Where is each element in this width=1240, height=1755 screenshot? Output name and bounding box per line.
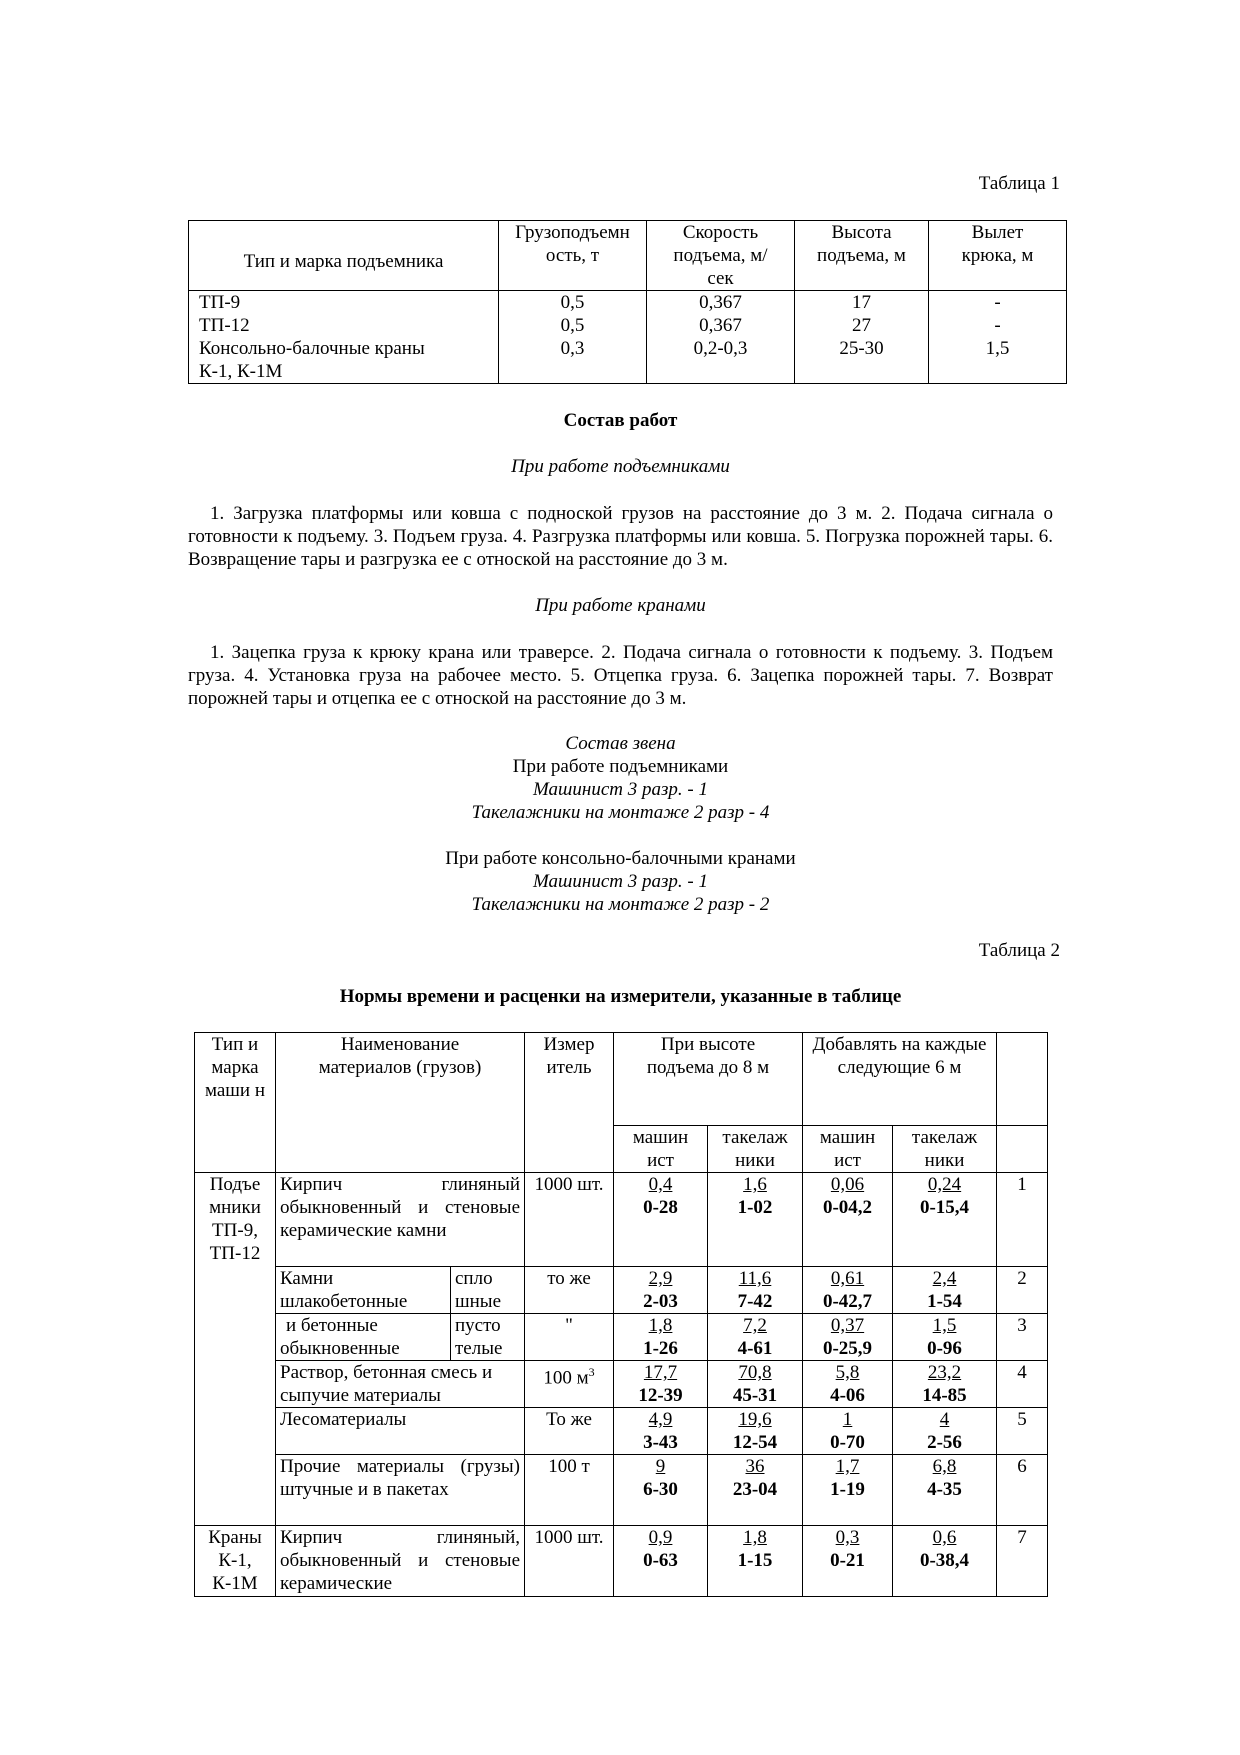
table2-header-row1 bbox=[195, 1033, 1048, 1126]
table2-r2-add-mach: 0,61 bbox=[830, 1268, 865, 1289]
table1-height-cranes: 25-30 bbox=[839, 338, 884, 359]
table1-header-speed: Скорость подъема, м/сек bbox=[647, 221, 795, 291]
table2-r6-add-rig: 6,8 bbox=[932, 1456, 957, 1477]
table2-r2-price-rig: 7-42 bbox=[737, 1291, 773, 1312]
table1 bbox=[188, 220, 1067, 384]
table2-r7-addprice-rig: 0-38,4 bbox=[919, 1550, 970, 1571]
table-row bbox=[195, 1408, 1048, 1455]
table2-r5-name: Лесоматериалы bbox=[276, 1408, 525, 1455]
table2-r7-add-rig: 0,6 bbox=[932, 1527, 957, 1548]
table2-r6-addprice-mach: 1-19 bbox=[830, 1479, 865, 1500]
table2-r1-number: 1 bbox=[997, 1173, 1048, 1267]
crew-lifts-heading: При работе подъемниками bbox=[512, 756, 729, 777]
table2-r4-add-rig: 23,2 bbox=[927, 1362, 962, 1383]
table2-r1-add-rig: 0,24 bbox=[927, 1174, 962, 1195]
table2-r5-add-rig: 4 bbox=[939, 1409, 950, 1430]
work-title: Состав работ bbox=[563, 410, 678, 431]
work-lifts-heading: При работе подъемниками bbox=[511, 456, 730, 477]
table1-type-cranes: Консольно-балочные краны К-1, К-1М bbox=[199, 338, 425, 382]
table2-r5-add-mach: 1 bbox=[842, 1409, 853, 1430]
table2-r1-price-rig: 1-02 bbox=[737, 1197, 773, 1218]
table2-r1-addprice-mach: 0-04,2 bbox=[822, 1197, 873, 1218]
crew-title: Состав звена bbox=[565, 733, 676, 754]
table2-r3-name: и бетонные обыкновенные bbox=[276, 1314, 451, 1361]
table1-capacities bbox=[499, 291, 647, 384]
table1-heights bbox=[795, 291, 929, 384]
table2-header-mach-6: машин ист bbox=[803, 1126, 893, 1173]
table2-r7-norm-mach: 0,9 bbox=[648, 1527, 673, 1548]
table2-r4-name: Раствор, бетонная смесь и сыпучие материалы bbox=[276, 1361, 525, 1408]
table1-header-row bbox=[189, 221, 1067, 291]
table1-type-tp12: ТП-12 bbox=[199, 315, 250, 336]
table2-r5-addprice-mach: 0-70 bbox=[830, 1432, 865, 1453]
table2-r7-name: Кирпич глиняный, обыкновенный и стеновые керамические bbox=[276, 1526, 525, 1597]
table2-r4-unit: 100 м bbox=[543, 1367, 589, 1389]
table2-r3-norm-mach: 1,8 bbox=[648, 1315, 673, 1336]
table2-r4-price-mach: 12-39 bbox=[638, 1385, 683, 1406]
table1-header-type: Тип и марка подъемника bbox=[189, 221, 499, 291]
table1-header-height: Высота подъема, м bbox=[795, 221, 929, 291]
table1-caption: Таблица 1 bbox=[978, 173, 1060, 194]
crew-lifts-operator: Машинист 3 разр. - 1 bbox=[533, 779, 708, 800]
crew-cranes-heading: При работе консольно-балочными кранами bbox=[445, 848, 796, 869]
table2-r4-norm-mach: 17,7 bbox=[643, 1362, 678, 1383]
table2-r1-addprice-rig: 0-15,4 bbox=[919, 1197, 970, 1218]
table2-r3-norm-rig: 7,2 bbox=[743, 1315, 767, 1336]
table2-header-empty bbox=[997, 1033, 1048, 1126]
table1-reach-tp9: - bbox=[994, 292, 1001, 313]
table-row bbox=[195, 1314, 1048, 1361]
table-row bbox=[195, 1455, 1048, 1526]
table2-r4-number: 4 bbox=[997, 1361, 1048, 1408]
table2-r2-kind: спло шные bbox=[451, 1267, 525, 1314]
table2-r4-norm-rig: 70,8 bbox=[738, 1362, 772, 1383]
table2-r1-name: Кирпич глиняный обыкновенный и стеновые керамические камни bbox=[276, 1173, 525, 1267]
table1-capacity-tp9: 0,5 bbox=[560, 292, 585, 313]
table2-r3-number: 3 bbox=[997, 1314, 1048, 1361]
table2-header-name: Наименование материалов (грузов) bbox=[276, 1033, 525, 1173]
table1-reaches bbox=[929, 291, 1067, 384]
table-row bbox=[195, 1267, 1048, 1314]
table2-header-type: Тип и марка маши н bbox=[195, 1033, 276, 1173]
table2-r4-price-rig: 45-31 bbox=[732, 1385, 778, 1406]
table2-r5-addprice-rig: 2-56 bbox=[927, 1432, 962, 1453]
table2-r7-number: 7 bbox=[997, 1526, 1048, 1597]
table2-r2-unit: то же bbox=[525, 1267, 614, 1314]
table2-r2-number: 2 bbox=[997, 1267, 1048, 1314]
table2-r7-price-rig: 1-15 bbox=[737, 1550, 773, 1571]
table2-r6-price-mach: 6-30 bbox=[643, 1479, 678, 1500]
table2-r7-unit: 1000 шт. bbox=[525, 1526, 614, 1597]
table-row bbox=[195, 1173, 1048, 1267]
table2-r4-addprice-rig: 14-85 bbox=[922, 1385, 967, 1406]
table2-r3-addprice-rig: 0-96 bbox=[927, 1338, 962, 1359]
table2-r3-unit: " bbox=[525, 1314, 614, 1361]
table2-r6-name: Прочие материалы (грузы) штучные и в пакетах bbox=[276, 1455, 525, 1526]
table1-height-tp9: 17 bbox=[852, 292, 871, 313]
table2-r2-addprice-rig: 1-54 bbox=[927, 1291, 962, 1312]
table2-r6-norm-mach: 9 bbox=[655, 1456, 666, 1477]
table1-speed-tp9: 0,367 bbox=[699, 292, 742, 313]
table2-r7-add-mach: 0,3 bbox=[835, 1527, 860, 1548]
crew-lifts-riggers: Такелажники на монтаже 2 разр - 4 bbox=[471, 802, 770, 823]
work-cranes-text: 1. Зацепка груза к крюку крана или траверсе. 2. Подача сигнала о готовности к подъему. 3. Подъем груза. 4. Установка груза на рабочее место. 5. Отцепка груза. 6. Зацепка порожней тары. 7. Возврат порожней тары и отцепка ее с отноской на расстояние до 3 м. bbox=[188, 642, 1053, 709]
table2-r3-price-mach: 1-26 bbox=[643, 1338, 678, 1359]
table2-r6-add-mach: 1,7 bbox=[835, 1456, 860, 1477]
table2-r1-add-mach: 0,06 bbox=[830, 1174, 865, 1195]
table2-r1-price-mach: 0-28 bbox=[643, 1197, 678, 1218]
table2-r3-add-rig: 1,5 bbox=[932, 1315, 957, 1336]
table2-r5-norm-mach: 4,9 bbox=[648, 1409, 673, 1430]
table2-r4-unit-cell bbox=[525, 1361, 614, 1408]
table2-header-rig-6: такелаж ники bbox=[893, 1126, 997, 1173]
table2-r1-norm-mach: 0,4 bbox=[648, 1174, 673, 1195]
table2-r6-price-rig: 23-04 bbox=[732, 1479, 778, 1500]
table2-r3-add-mach: 0,37 bbox=[830, 1315, 865, 1336]
work-lifts-text: 1. Загрузка платформы или ковша с подноской грузов на расстояние до 3 м. 2. Подача сигнала о готовности к подъему. 3. Подъем груза. 4. Разгрузка платформы или ковша. 5. Погрузка порожней тары. 6. Возвращение тары и разгрузка ее с отноской на расстояние до 3 м. bbox=[188, 503, 1053, 570]
table1-reach-tp12: - bbox=[994, 315, 1001, 336]
table1-body bbox=[189, 291, 1067, 384]
table2-title: Нормы времени и расценки на измерители, указанные в таблице bbox=[339, 986, 902, 1007]
table2-r7-price-mach: 0-63 bbox=[643, 1550, 678, 1571]
table1-speed-cranes: 0,2-0,3 bbox=[693, 338, 748, 359]
table2-r5-number: 5 bbox=[997, 1408, 1048, 1455]
table2-r2-norm-mach: 2,9 bbox=[648, 1268, 673, 1289]
table2-r1-unit: 1000 шт. bbox=[525, 1173, 614, 1267]
table2-header-add: Добавлять на каждые следующие 6 м bbox=[803, 1033, 997, 1126]
table2-header-unit: Измер итель bbox=[525, 1033, 614, 1173]
crew-cranes-riggers: Такелажники на монтаже 2 разр - 2 bbox=[471, 894, 770, 915]
table2-r4-unit-sup: 3 bbox=[588, 1365, 595, 1379]
table2-r5-price-rig: 12-54 bbox=[732, 1432, 778, 1453]
table-row bbox=[195, 1361, 1048, 1408]
table1-header-capacity: Грузоподъемн ость, т bbox=[499, 221, 647, 291]
table2-header-up8: При высоте подъема до 8 м bbox=[614, 1033, 803, 1126]
table1-capacity-cranes: 0,3 bbox=[560, 338, 585, 359]
work-cranes-heading: При работе кранами bbox=[535, 595, 706, 616]
table2-r5-unit: То же bbox=[525, 1408, 614, 1455]
table2-r3-addprice-mach: 0-25,9 bbox=[822, 1338, 873, 1359]
table2-caption: Таблица 2 bbox=[978, 940, 1060, 961]
table2-r6-number: 6 bbox=[997, 1455, 1048, 1526]
table2-r7-norm-rig: 1,8 bbox=[743, 1527, 767, 1548]
table2-r5-price-mach: 3-43 bbox=[643, 1432, 678, 1453]
table2-r6-norm-rig: 36 bbox=[745, 1456, 765, 1477]
table1-types bbox=[189, 291, 499, 384]
crew-cranes-operator: Машинист 3 разр. - 1 bbox=[533, 871, 708, 892]
table2 bbox=[194, 1032, 1048, 1597]
table2-r5-norm-rig: 19,6 bbox=[738, 1409, 772, 1430]
table1-height-tp12: 27 bbox=[852, 315, 871, 336]
table1-reach-cranes: 1,5 bbox=[985, 338, 1010, 359]
table2-r1-norm-rig: 1,6 bbox=[743, 1174, 767, 1195]
table2-r2-price-mach: 2-03 bbox=[643, 1291, 678, 1312]
table2-header-rig-8: такелаж ники bbox=[708, 1126, 803, 1173]
table2-r7-addprice-mach: 0-21 bbox=[830, 1550, 865, 1571]
table1-header-reach: Вылет крюка, м bbox=[929, 221, 1067, 291]
table2-group-lifts: Подъе мники ТП-9, ТП-12 bbox=[195, 1173, 276, 1526]
table2-r4-addprice-mach: 4-06 bbox=[830, 1385, 865, 1406]
table2-r2-addprice-mach: 0-42,7 bbox=[822, 1291, 873, 1312]
table2-r2-norm-rig: 11,6 bbox=[738, 1268, 772, 1289]
table2-r3-kind: пусто телые bbox=[451, 1314, 525, 1361]
table2-group-cranes: Краны К-1, К-1М bbox=[195, 1526, 276, 1597]
table1-capacity-tp12: 0,5 bbox=[560, 315, 585, 336]
table2-r3-price-rig: 4-61 bbox=[737, 1338, 773, 1359]
table2-r4-add-mach: 5,8 bbox=[835, 1362, 860, 1383]
table1-speeds bbox=[647, 291, 795, 384]
table2-r2-add-rig: 2,4 bbox=[932, 1268, 957, 1289]
table2-header-mach-8: машин ист bbox=[614, 1126, 708, 1173]
table2-r6-addprice-rig: 4-35 bbox=[927, 1479, 962, 1500]
table2-r6-unit: 100 т bbox=[525, 1455, 614, 1526]
table2-r2-name: Камни шлакобетонные bbox=[276, 1267, 451, 1314]
table1-speed-tp12: 0,367 bbox=[699, 315, 742, 336]
table-row bbox=[195, 1526, 1048, 1597]
table2-header-empty2 bbox=[997, 1126, 1048, 1173]
table1-type-tp9: ТП-9 bbox=[199, 292, 241, 313]
